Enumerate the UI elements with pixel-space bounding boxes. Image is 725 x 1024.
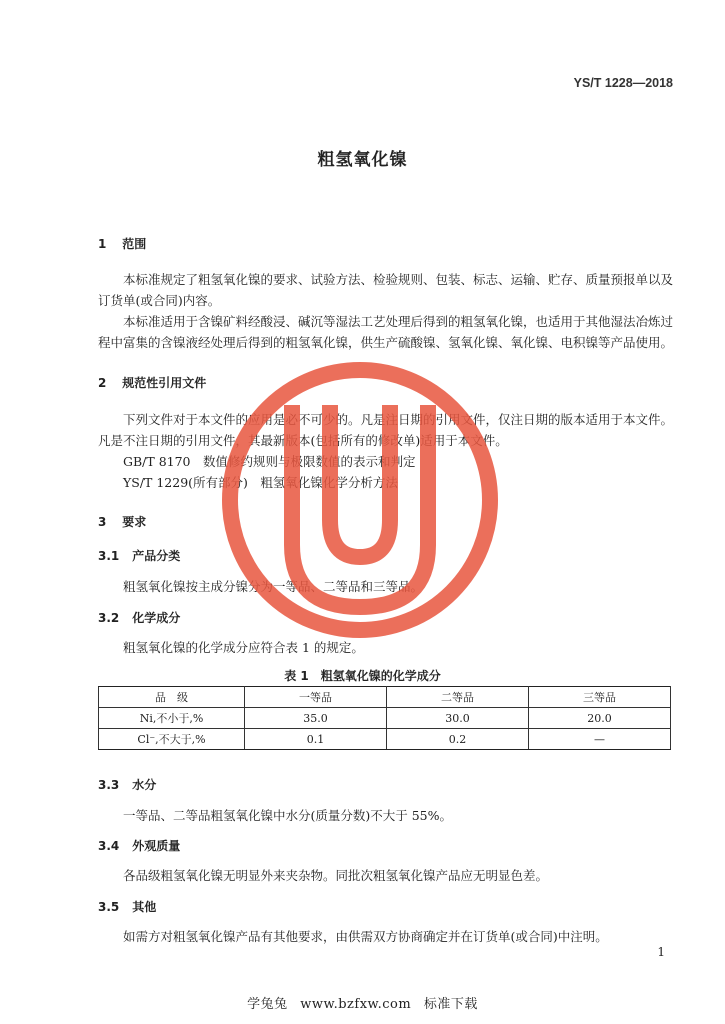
watermark-logo-icon (220, 345, 500, 655)
footer-site-name: 学兔兔 (247, 997, 288, 1012)
section-3-5-heading (98, 898, 156, 915)
section-3-5-text: 如需方对粗氢氧化镍产品有其他要求，由供需双方协商确定并在订货单(或合同)中注明。 (123, 929, 608, 944)
chemical-composition-table (98, 686, 671, 750)
table-1-caption: 表 1 粗氢氧化镍的化学成分 (284, 669, 441, 683)
table-cell: 0.1 (245, 729, 387, 750)
header-second-class: 二等品 (387, 687, 529, 708)
section-title: 要求 (122, 515, 147, 529)
section-number: 3.5 (98, 900, 120, 914)
table-cell: 30.0 (387, 708, 529, 729)
section-title: 化学成分 (132, 611, 181, 625)
section-number: 1 (98, 237, 107, 251)
footer (0, 993, 725, 1012)
section-1-heading (98, 235, 146, 252)
reference-1: GB/T 8170 数值修约规则与极限数值的表示和判定 (123, 454, 416, 469)
standard-number: YS/T 1228—2018 (573, 76, 673, 90)
section-3-3-text: 一等品、二等品粗氢氧化镍中水分(质量分数)不大于 55%。 (123, 808, 453, 823)
section-3-2-text: 粗氢氧化镍的化学成分应符合表 1 的规定。 (123, 640, 364, 655)
section-number: 3.3 (98, 778, 120, 792)
table-cell: 0.2 (387, 729, 529, 750)
document-title: 粗氢氧化镍 (317, 150, 408, 170)
table-cell: 20.0 (529, 708, 671, 729)
section-3-2-heading (98, 609, 180, 626)
header-grade: 品 级 (99, 687, 245, 708)
footer-url[interactable]: www.bzfxw.com (300, 997, 412, 1012)
section-title: 产品分类 (132, 549, 181, 563)
table-cell: — (529, 729, 671, 750)
table-cell: 35.0 (245, 708, 387, 729)
reference-2: YS/T 1229(所有部分) 粗氢氧化镍化学分析方法 (123, 475, 398, 490)
row-label: Ni,不小于,% (99, 708, 245, 729)
header-third-class: 三等品 (529, 687, 671, 708)
table-row (99, 729, 671, 750)
section-number: 3.1 (98, 549, 120, 563)
section-3-4-heading (98, 837, 180, 854)
section-title: 水分 (132, 778, 157, 792)
section-3-1-heading (98, 547, 180, 564)
section-3-heading (98, 513, 146, 530)
section-3-3-heading (98, 776, 156, 793)
row-label: Cl⁻,不大于,% (99, 729, 245, 750)
section-title: 其他 (132, 900, 157, 914)
section-3-4-text: 各品级粗氢氧化镍无明显外来夹杂物。同批次粗氢氧化镍产品应无明显色差。 (123, 868, 549, 883)
section-1-paragraph-2: 本标准适用于含镍矿料经酸浸、碱沉等湿法工艺处理后得到的粗氢氧化镍，也适用于其他湿法冶炼过程中富集的含镍液经处理后得到的粗氢氧化镍，供生产硫酸镍、氢氧化镍、氧化镍、电积镍等产品使用。 (98, 314, 674, 350)
page-number: 1 (657, 945, 665, 959)
table-row (99, 708, 671, 729)
section-1-paragraph-1: 本标准规定了粗氢氧化镍的要求、试验方法、检验规则、包装、标志、运输、贮存、质量预报单以及订货单(或合同)内容。 (98, 272, 674, 308)
section-number: 3 (98, 515, 107, 529)
section-3-1-text: 粗氢氧化镍按主成分镍分为一等品、二等品和三等品。 (123, 579, 424, 594)
table-header-row (99, 687, 671, 708)
section-number: 3.4 (98, 839, 120, 853)
header-first-class: 一等品 (245, 687, 387, 708)
section-number: 2 (98, 376, 107, 390)
section-title: 规范性引用文件 (122, 376, 207, 390)
section-title: 外观质量 (132, 839, 181, 853)
footer-slogan: 标准下载 (423, 997, 478, 1012)
section-2-paragraph-1: 下列文件对于本文件的应用是必不可少的。凡是注日期的引用文件，仅注日期的版本适用于本文件。凡是不注日期的引用文件，其最新版本(包括所有的修改单)适用于本文件。 (98, 412, 674, 448)
section-number: 3.2 (98, 611, 120, 625)
section-2-heading (98, 374, 206, 391)
section-title: 范围 (122, 237, 147, 251)
